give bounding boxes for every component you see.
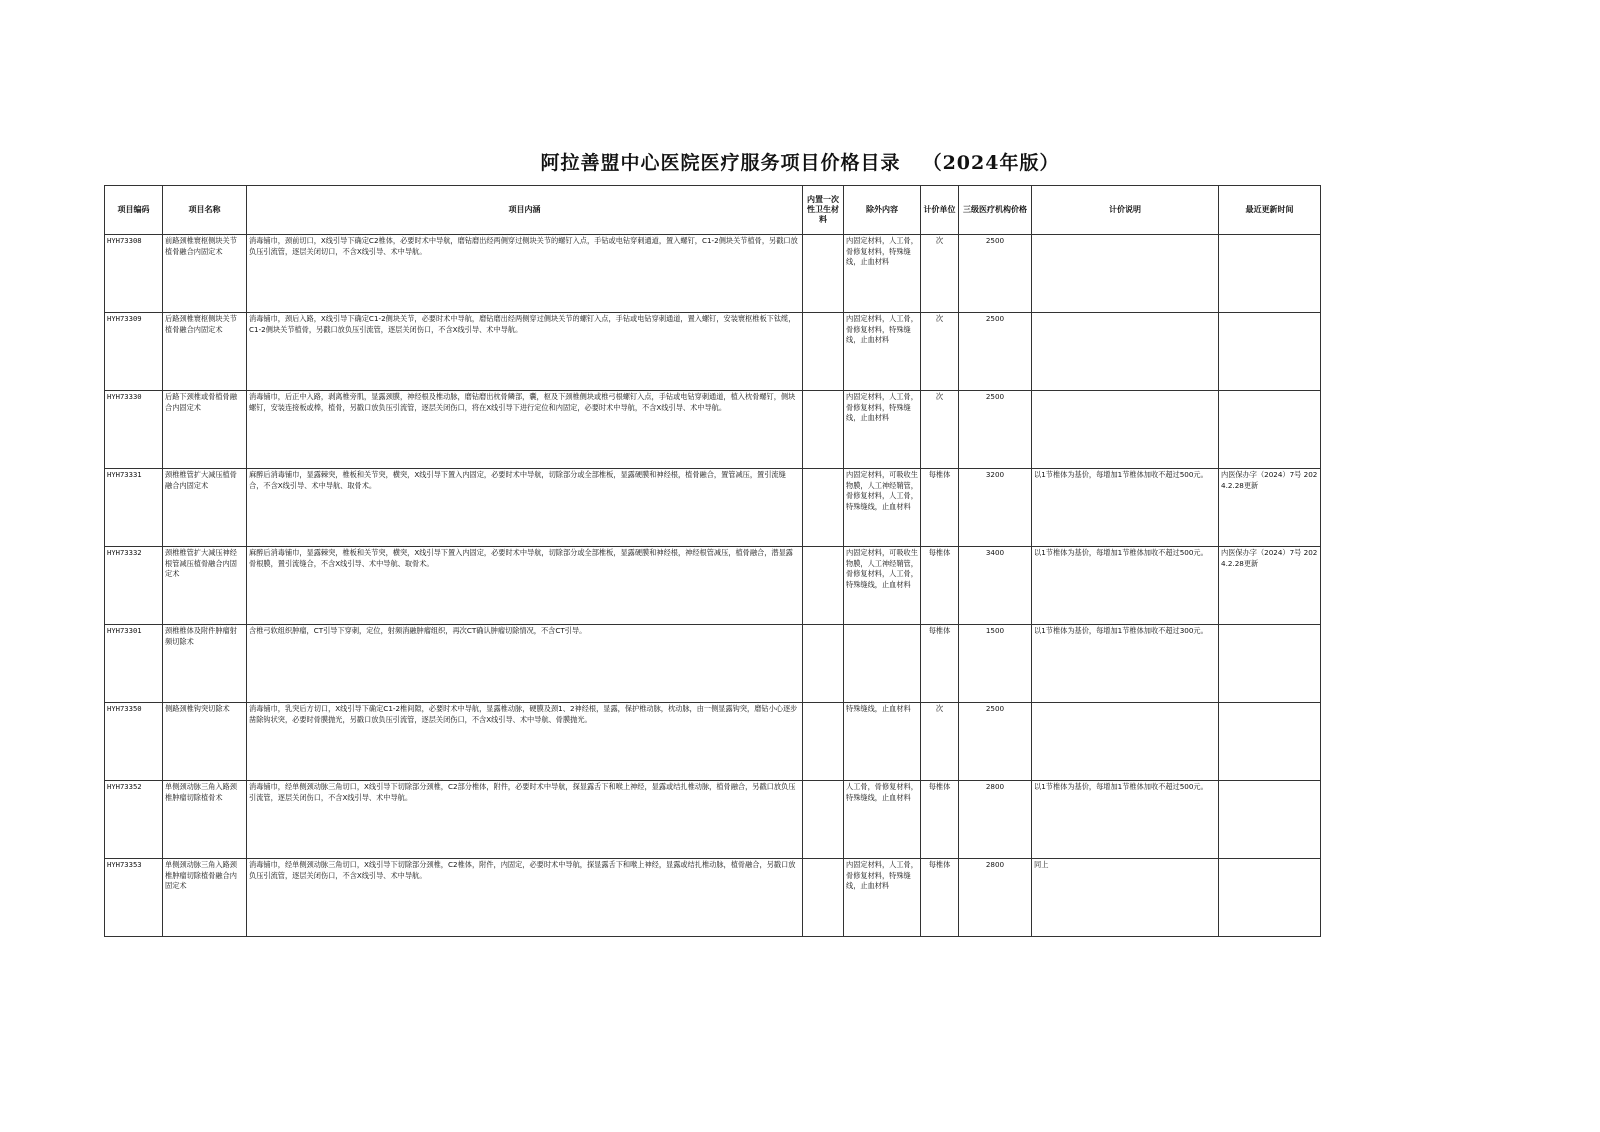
cell-updated bbox=[1219, 859, 1321, 937]
cell-disposable bbox=[803, 391, 844, 469]
cell-unit: 每椎体 bbox=[921, 469, 959, 547]
cell-name: 侧路颈椎钩突切除术 bbox=[163, 703, 247, 781]
cell-code: HYH73309 bbox=[105, 313, 163, 391]
cell-disposable bbox=[803, 625, 844, 703]
header-disposable: 内置一次性卫生材料 bbox=[803, 186, 844, 235]
header-code: 项目编码 bbox=[105, 186, 163, 235]
header-price: 三级医疗机构价格 bbox=[959, 186, 1032, 235]
cell-name: 后路颈椎寰枢侧块关节植骨融合内固定术 bbox=[163, 313, 247, 391]
cell-name: 前路颈椎寰枢侧块关节植骨融合内固定术 bbox=[163, 235, 247, 313]
document-title bbox=[0, 148, 1600, 175]
cell-price: 2800 bbox=[959, 859, 1032, 937]
cell-disposable bbox=[803, 781, 844, 859]
cell-code: HYH73352 bbox=[105, 781, 163, 859]
cell-content: 消毒铺巾，经单侧颈动脉三角切口，X线引导下切除部分颈椎，C2椎体，附件，内固定，必要时术中导航，探显露舌下和喉上神经，显露或结扎椎动脉，植骨融合，另戳口放负压引流管，逐层关闭伤口，不含X线引导、术中导航。 bbox=[247, 859, 803, 937]
cell-note: 以1节椎体为基价，每增加1节椎体加收不超过500元。 bbox=[1032, 547, 1219, 625]
cell-unit: 每椎体 bbox=[921, 781, 959, 859]
cell-note: 以1节椎体为基价，每增加1节椎体加收不超过300元。 bbox=[1032, 625, 1219, 703]
cell-unit: 次 bbox=[921, 313, 959, 391]
cell-disposable bbox=[803, 547, 844, 625]
cell-content: 消毒铺巾，后正中入路，剥离椎旁肌，显露颈膜，神经根及椎动脉，磨钻磨出枕骨鳞部，囊，枢及下颈椎侧块或椎弓根螺钉入点，手钻或电钻穿刺通道，植入枕骨螺钉，侧块螺钉，安装连接板或棒，植骨，另戳口放负压引流管，逐层关闭伤口，将在X线引导下进行定位和内固定，必要时术中导航，不含X线引导、术中导航。 bbox=[247, 391, 803, 469]
cell-updated: 内医保办字（2024）7号 2024.2.28更新 bbox=[1219, 469, 1321, 547]
cell-updated bbox=[1219, 235, 1321, 313]
cell-content: 麻醉后消毒铺巾，显露棘突，椎板和关节突，横突，X线引导下置入内固定，必要时术中导航，切除部分或全部椎板，显露硬膜和神经根，植骨融合，置管减压，置引流缝合，不含X线引导、术中导航、取骨术。 bbox=[247, 469, 803, 547]
cell-note bbox=[1032, 313, 1219, 391]
cell-disposable bbox=[803, 313, 844, 391]
header-updated: 最近更新时间 bbox=[1219, 186, 1321, 235]
table-row bbox=[105, 625, 1321, 703]
cell-name: 颈椎椎管扩大减压神经根管减压植骨融合内固定术 bbox=[163, 547, 247, 625]
cell-code: HYH73332 bbox=[105, 547, 163, 625]
cell-unit: 次 bbox=[921, 391, 959, 469]
cell-content: 消毒铺巾，颈前切口，X线引导下确定C2椎体，必要时术中导航，磨钻磨出经两侧穿过侧块关节的螺钉入点，手钻或电钻穿刺通道，置入螺钉，C1-2侧块关节植骨，另戳口放负压引流管，逐层关闭切口，不含X线引导、术中导航。 bbox=[247, 235, 803, 313]
cell-code: HYH73331 bbox=[105, 469, 163, 547]
header-row bbox=[105, 186, 1321, 235]
cell-unit: 每椎体 bbox=[921, 547, 959, 625]
cell-code: HYH73353 bbox=[105, 859, 163, 937]
cell-content: 含椎弓软组织肿瘤，CT引导下穿刺，定位，射频消融肿瘤组织，再次CT确认肿瘤切除情况，不含CT引导。 bbox=[247, 625, 803, 703]
cell-name: 单侧颈动脉三角入路颈椎肿瘤切除植骨术 bbox=[163, 781, 247, 859]
cell-note bbox=[1032, 391, 1219, 469]
cell-excluded: 内固定材料，人工骨，骨修复材料，特殊缝线，止血材料 bbox=[844, 313, 921, 391]
cell-code: HYH73330 bbox=[105, 391, 163, 469]
title-text: 阿拉善盟中心医院医疗服务项目价格目录 bbox=[540, 152, 901, 174]
cell-unit: 每椎体 bbox=[921, 625, 959, 703]
cell-unit: 次 bbox=[921, 703, 959, 781]
table-row bbox=[105, 313, 1321, 391]
cell-note: 以1节椎体为基价，每增加1节椎体加收不超过500元。 bbox=[1032, 469, 1219, 547]
header-note: 计价说明 bbox=[1032, 186, 1219, 235]
cell-disposable bbox=[803, 703, 844, 781]
cell-name: 颈椎椎体及附件肿瘤射频切除术 bbox=[163, 625, 247, 703]
cell-excluded: 人工骨，骨修复材料，特殊缝线，止血材料 bbox=[844, 781, 921, 859]
cell-excluded: 内固定材料，可吸收生物膜，人工神经鞘管，骨修复材料，人工骨，特殊缝线，止血材料 bbox=[844, 547, 921, 625]
cell-code: HYH73350 bbox=[105, 703, 163, 781]
cell-price: 2500 bbox=[959, 703, 1032, 781]
cell-unit: 每椎体 bbox=[921, 859, 959, 937]
cell-content: 消毒铺巾，乳突后方切口，X线引导下确定C1-2椎间隙，必要时术中导航，显露椎动脉，硬膜及颈1、2神经根，显露，保护椎动脉，枕动脉，由一侧显露钩突，磨钻小心逐步凿除钩状突，必要时骨膜抛光，另戳口放负压引流管，逐层关闭伤口，不含X线引导、术中导航、骨膜抛光。 bbox=[247, 703, 803, 781]
cell-price: 2500 bbox=[959, 235, 1032, 313]
cell-excluded: 内固定材料，人工骨，骨修复材料，特殊缝线，止血材料 bbox=[844, 391, 921, 469]
cell-unit: 次 bbox=[921, 235, 959, 313]
cell-updated: 内医保办字（2024）7号 2024.2.28更新 bbox=[1219, 547, 1321, 625]
table-row bbox=[105, 703, 1321, 781]
cell-note: 以1节椎体为基价，每增加1节椎体加收不超过500元。 bbox=[1032, 781, 1219, 859]
cell-note bbox=[1032, 235, 1219, 313]
cell-content: 消毒铺巾，经单侧颈动脉三角切口，X线引导下切除部分颈椎，C2部分椎体，附件，必要时术中导航，探显露舌下和喉上神经，显露或结扎椎动脉，植骨融合，另戳口放负压引流管，逐层关闭伤口，不含X线引导、术中导航。 bbox=[247, 781, 803, 859]
cell-excluded: 内固定材料，人工骨，骨修复材料，特殊缝线，止血材料 bbox=[844, 235, 921, 313]
cell-price: 1500 bbox=[959, 625, 1032, 703]
cell-name: 后路下颈椎或骨植骨融合内固定术 bbox=[163, 391, 247, 469]
cell-disposable bbox=[803, 469, 844, 547]
table-row bbox=[105, 391, 1321, 469]
cell-updated bbox=[1219, 703, 1321, 781]
cell-excluded bbox=[844, 625, 921, 703]
cell-disposable bbox=[803, 235, 844, 313]
cell-content: 消毒铺巾，颈后入路，X线引导下确定C1-2侧块关节，必要时术中导航，磨钻磨出经两侧穿过侧块关节的螺钉入点，手钻或电钻穿刺通道，置入螺钉，安装寰枢椎板下钛缆，C1-2侧块关节植骨，另戳口放负压引流管，逐层关闭伤口，不含X线引导、术中导航。 bbox=[247, 313, 803, 391]
cell-code: HYH73301 bbox=[105, 625, 163, 703]
cell-price: 3400 bbox=[959, 547, 1032, 625]
cell-excluded: 内固定材料，可吸收生物膜，人工神经鞘管，骨修复材料，人工骨，特殊缝线，止血材料 bbox=[844, 469, 921, 547]
cell-note bbox=[1032, 703, 1219, 781]
cell-name: 颈椎椎管扩大减压植骨融合内固定术 bbox=[163, 469, 247, 547]
cell-excluded: 特殊缝线，止血材料 bbox=[844, 703, 921, 781]
header-unit: 计价单位 bbox=[921, 186, 959, 235]
table-row bbox=[105, 235, 1321, 313]
header-name: 项目名称 bbox=[163, 186, 247, 235]
cell-updated bbox=[1219, 625, 1321, 703]
table-row bbox=[105, 547, 1321, 625]
table-row bbox=[105, 781, 1321, 859]
cell-updated bbox=[1219, 391, 1321, 469]
cell-updated bbox=[1219, 313, 1321, 391]
cell-price: 3200 bbox=[959, 469, 1032, 547]
cell-code: HYH73308 bbox=[105, 235, 163, 313]
cell-disposable bbox=[803, 859, 844, 937]
table-row bbox=[105, 859, 1321, 937]
cell-name: 单侧颈动脉三角入路颈椎肿瘤切除植骨融合内固定术 bbox=[163, 859, 247, 937]
cell-updated bbox=[1219, 781, 1321, 859]
cell-content: 麻醉后消毒铺巾，显露棘突，椎板和关节突，横突，X线引导下置入内固定，必要时术中导航，切除部分或全部椎板，显露硬膜和神经根，神经根管减压，植骨融合，潜显露骨根膜，置引流缝合，不含X线引导、术中导航、取骨术。 bbox=[247, 547, 803, 625]
header-content: 项目内涵 bbox=[247, 186, 803, 235]
header-excluded: 除外内容 bbox=[844, 186, 921, 235]
title-edition: （2024年版） bbox=[922, 152, 1060, 174]
table-row bbox=[105, 469, 1321, 547]
cell-note: 同上 bbox=[1032, 859, 1219, 937]
cell-excluded: 内固定材料，人工骨，骨修复材料，特殊缝线，止血材料 bbox=[844, 859, 921, 937]
price-table bbox=[104, 185, 1321, 937]
cell-price: 2800 bbox=[959, 781, 1032, 859]
cell-price: 2500 bbox=[959, 391, 1032, 469]
cell-price: 2500 bbox=[959, 313, 1032, 391]
